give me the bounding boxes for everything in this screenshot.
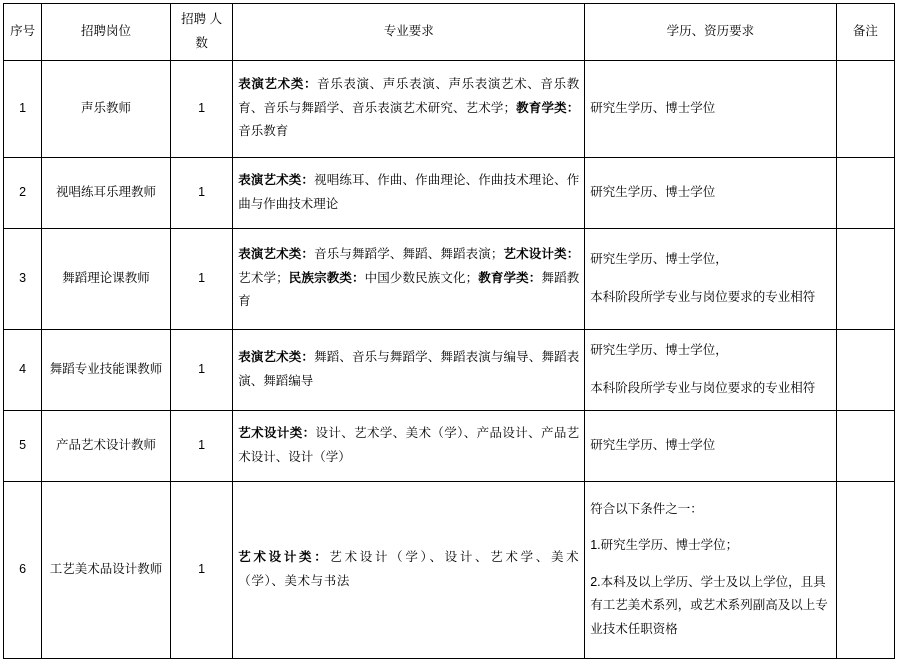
row-post: 视唱练耳乐理教师: [42, 157, 171, 228]
row-remark: [836, 60, 894, 157]
row-no: 5: [4, 410, 42, 481]
row-education: [585, 481, 836, 659]
row-remark: [836, 481, 894, 659]
education-line: 2.本科及以上学历、学士及以上学位，且具有工艺美术系列，或艺术系列副高及以上专业技术任职资格: [590, 574, 828, 636]
recruitment-table: [3, 3, 895, 659]
education-line: 研究生学历、博士学位: [590, 437, 716, 452]
major-category-label-4: 教育学类：: [478, 270, 542, 285]
education-line: 研究生学历、博士学位: [590, 184, 716, 199]
row-no: 2: [4, 157, 42, 228]
row-post: 舞蹈专业技能课教师: [42, 329, 171, 410]
education-line: 研究生学历、博士学位，: [590, 251, 728, 266]
row-no: 6: [4, 481, 42, 659]
row-post: 产品艺术设计教师: [42, 410, 171, 481]
table-row: [4, 228, 895, 329]
education-line: 研究生学历、博士学位: [590, 100, 716, 115]
row-education: [585, 410, 836, 481]
row-education: [585, 60, 836, 157]
header-no: 序号: [4, 4, 42, 61]
row-post: 声乐教师: [42, 60, 171, 157]
major-list-2: 音乐教育: [238, 124, 289, 139]
table-row: [4, 60, 895, 157]
header-post: 招聘岗位: [42, 4, 171, 61]
education-line: 本科阶段所学专业与岗位要求的专业相符: [590, 380, 816, 395]
major-list: 音乐与舞蹈学、舞蹈、舞蹈表演；: [314, 246, 504, 261]
row-post: 舞蹈理论课教师: [42, 228, 171, 329]
education-line: 研究生学历、博士学位，: [590, 342, 728, 357]
row-count: 1: [170, 481, 232, 659]
table-body: [4, 60, 895, 659]
row-major: [233, 481, 585, 659]
row-remark: [836, 157, 894, 228]
major-list: 音乐表演、声乐表演、声乐表演艺术、音乐教育、音乐与舞蹈学、音乐表演艺术研究、艺术学；: [238, 76, 580, 115]
major-category-label: 表演艺术类：: [238, 246, 315, 261]
education-line: 符合以下条件之一：: [590, 502, 703, 516]
education-line: 1.研究生学历、博士学位；: [590, 538, 739, 553]
row-education: [585, 157, 836, 228]
header-major: 专业要求: [233, 4, 585, 61]
education-line: 本科阶段所学专业与岗位要求的专业相符: [590, 289, 816, 304]
major-list: 舞蹈、音乐与舞蹈学、舞蹈表演与编导、舞蹈表演、舞蹈编导: [238, 349, 580, 388]
row-remark: [836, 329, 894, 410]
row-count: 1: [170, 157, 232, 228]
row-remark: [836, 228, 894, 329]
major-list-3: 中国少数民族文化；: [364, 270, 479, 285]
table-row: [4, 481, 895, 659]
table-row: [4, 157, 895, 228]
major-category-label-2: 教育学类：: [516, 100, 580, 115]
row-post: 工艺美术品设计教师: [42, 481, 171, 659]
row-major: [233, 157, 585, 228]
major-category-label-3: 民族宗教类：: [288, 270, 365, 285]
major-category-label: 表演艺术类：: [238, 349, 315, 364]
row-education: [585, 329, 836, 410]
table-row: [4, 410, 895, 481]
row-count: 1: [170, 410, 232, 481]
table-row: [4, 329, 895, 410]
table-header: [4, 4, 895, 61]
row-major: [233, 329, 585, 410]
major-category-label-2: 艺术设计类：: [503, 246, 580, 261]
major-category-label: 表演艺术类：: [238, 172, 315, 187]
row-count: 1: [170, 60, 232, 157]
major-list-2: 艺术学；: [238, 270, 289, 285]
header-education: 学历、资历要求: [585, 4, 836, 61]
major-list: 视唱练耳、作曲、作曲理论、作曲技术理论、作曲与作曲技术理论: [238, 172, 580, 211]
header-count: 招聘 人数: [170, 4, 232, 61]
row-no: 4: [4, 329, 42, 410]
row-major: [233, 228, 585, 329]
row-count: 1: [170, 329, 232, 410]
row-no: 3: [4, 228, 42, 329]
header-remark: 备注: [836, 4, 894, 61]
table-header-row: [4, 4, 895, 61]
major-list: 艺术设计（学）、设计、艺术学、美术（学）、美术与书法: [238, 550, 580, 588]
row-count: 1: [170, 228, 232, 329]
row-major: [233, 410, 585, 481]
major-category-label: 艺术设计类：: [238, 550, 330, 565]
major-list: 设计、艺术学、美术（学）、产品设计、产品艺术设计、设计（学）: [238, 425, 580, 464]
major-category-label: 表演艺术类：: [238, 76, 318, 91]
major-list-4: 舞蹈教育: [238, 270, 580, 309]
row-education: [585, 228, 836, 329]
row-remark: [836, 410, 894, 481]
row-major: [233, 60, 585, 157]
major-category-label: 艺术设计类：: [238, 425, 316, 440]
row-no: 1: [4, 60, 42, 157]
